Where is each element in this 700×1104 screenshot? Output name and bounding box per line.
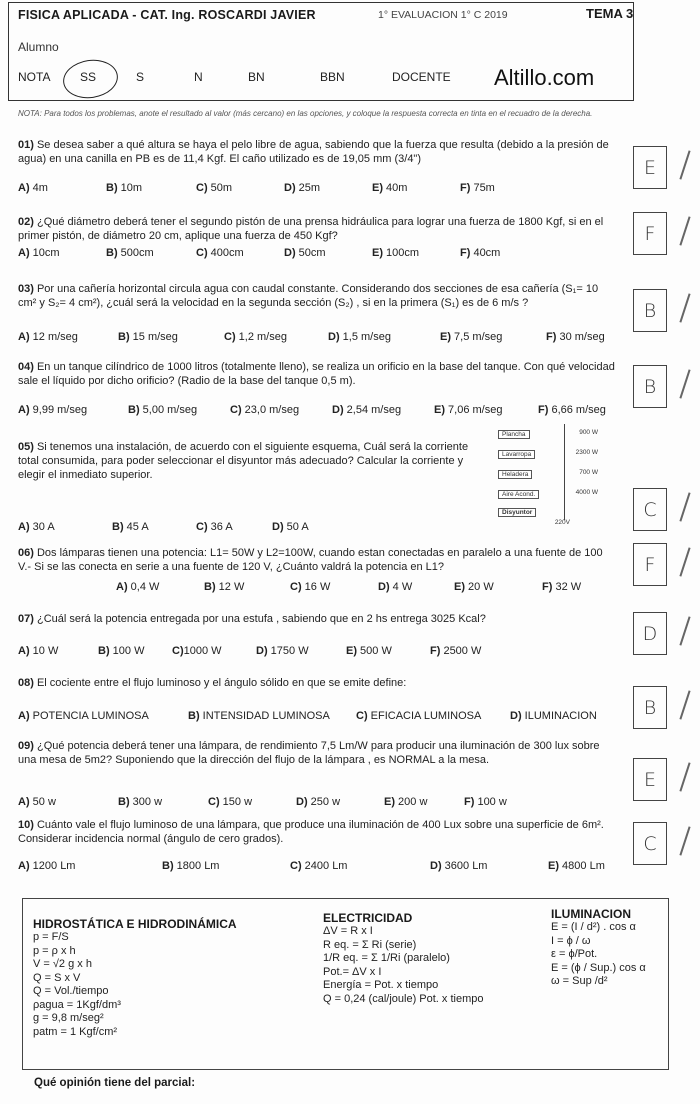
formula-line: patm = 1 Kgf/cm² <box>33 1025 118 1038</box>
question-body: Si tenemos una instalación, de acuerdo con el siguiente esquema, Cuál será la corriente total consumida, para poder seleccionar el disyuntor más adecuado? Calcular la corriente y elegir el inmediato superior. <box>18 441 469 481</box>
exam-tema: TEMA 3 <box>586 6 634 21</box>
student-field-label: Alumno <box>18 40 59 54</box>
grade-s: S <box>136 70 145 84</box>
answer-box[interactable]: C <box>633 822 667 865</box>
answer-option[interactable]: B) 100 W <box>98 645 145 657</box>
answer-box[interactable]: F <box>633 543 667 586</box>
circuit-item <box>494 428 600 442</box>
answer-option[interactable]: D) 4 W <box>378 581 413 593</box>
answer-option[interactable]: D) 25m <box>284 182 321 194</box>
answer-option[interactable]: F) 6,66 m/seg <box>538 404 606 416</box>
formula-line: ρagua = 1Kgf/dm³ <box>33 998 121 1011</box>
answer-box[interactable]: B <box>633 686 667 729</box>
answer-option[interactable]: B) 300 w <box>118 796 163 808</box>
formula-sheet <box>22 898 669 1070</box>
check-mark <box>679 492 690 521</box>
answer-option[interactable]: B) 45 A <box>112 521 149 533</box>
check-mark <box>679 547 690 576</box>
grade-bbn: BBN <box>320 70 345 84</box>
formula-line: p = ρ x h <box>33 944 76 957</box>
question-body: Dos lámparas tienen una potencia: L1= 50W y L2=100W, cuando estan conectadas en paralelo a una fuente de 100 V.- Si se las conecta en serie a una fuente de 120 V, ¿Cuánto valdrá la potencia en L1? <box>18 547 603 573</box>
formula-line: ΔV = R x I <box>323 925 373 937</box>
question-body: ¿Qué diámetro deberá tener el segundo pistón de una prensa hidráulica para lograr una fuerza de 1800 Kgf, si en el primer pistón, de diámetro 20 cm, aplique una fuerza de 450 Kgf? <box>18 216 604 242</box>
hidro-section <box>33 917 237 1039</box>
instructions-note: NOTA: Para todos los problemas, anote el resultado al valor (más cercano) en las opciones, y coloque la respuesta correcta en tinta en el recuadro de la derecha. <box>18 109 593 118</box>
answer-option[interactable]: C) 400cm <box>196 247 244 259</box>
answer-option[interactable]: A) 12 m/seg <box>18 331 78 343</box>
formula-line: E = (ϕ / Sup.) cos α <box>551 961 646 974</box>
check-mark <box>679 690 690 719</box>
watermark: Altillo.com <box>494 65 595 90</box>
answer-option[interactable]: E) 200 w <box>384 796 428 808</box>
question-number: 01) <box>18 139 37 151</box>
elec-section <box>323 911 484 1006</box>
question-number: 08) <box>18 677 37 689</box>
question-text <box>18 360 618 388</box>
answer-box[interactable]: D <box>633 612 667 655</box>
answer-option[interactable]: A) 30 A <box>18 521 55 533</box>
circuit-item <box>494 468 600 482</box>
elec-formulas <box>323 925 484 1006</box>
answer-option[interactable]: A) 50 w <box>18 796 56 808</box>
question-body: Por una cañería horizontal circula agua con caudal constante. Considerando dos secciones de esa cañería (S₁= 10 cm² y S₂= 4 cm²), ¿cuál será la velocidad en la segunda sección (S₂) , si en la primera (S₁) es de 6 m/s ? <box>18 283 599 309</box>
answer-option[interactable]: B) 15 m/seg <box>118 331 178 343</box>
question-body: ¿Qué potencia deberá tener una lámpara, de rendimiento 7,5 Lm/W para producir una iluminación de 300 lux sobre una mesa de 5m2? Suponiendo que la dirección del flujo de la lámpara , es NORMAL a la mesa. <box>18 740 600 766</box>
check-mark <box>679 150 690 179</box>
answer-option[interactable]: B) 10m <box>106 182 143 194</box>
voltage-label: 220V <box>554 519 570 526</box>
check-mark <box>679 762 690 791</box>
question-text <box>18 138 618 166</box>
answer-option[interactable]: A) 10cm <box>18 247 60 259</box>
nota-label: NOTA <box>18 70 51 84</box>
exam-evaluation: 1° EVALUACION 1° C 2019 <box>378 9 508 21</box>
answer-option[interactable]: A) 10 W <box>18 645 59 657</box>
answer-box[interactable]: B <box>633 365 667 408</box>
grade-n: N <box>194 70 203 84</box>
exam-title: FISICA APLICADA - CAT. Ing. ROSCARDI JAVIER <box>18 8 316 22</box>
grade-bn: BN <box>248 70 265 84</box>
question-text <box>18 612 618 626</box>
answer-box[interactable]: F <box>633 212 667 255</box>
answer-option[interactable]: C) 23,0 m/seg <box>230 404 300 416</box>
answer-box[interactable]: E <box>633 758 667 801</box>
question-text <box>18 440 488 482</box>
answer-option[interactable]: D) 1,5 m/seg <box>328 331 391 343</box>
disyuntor-label: Disyuntor <box>498 508 536 517</box>
formula-line: ε = ϕ/Pot. <box>551 948 598 960</box>
ilum-section <box>551 907 646 989</box>
question-text <box>18 546 618 574</box>
circuit-item-label: Lavarropa <box>498 450 535 459</box>
answer-option[interactable]: B) INTENSIDAD LUMINOSA <box>188 710 330 722</box>
answer-box[interactable]: C <box>633 488 667 531</box>
formula-line: g = 9,8 m/seg² <box>33 1012 104 1024</box>
formula-line: Energía = Pot. x tiempo <box>323 979 439 991</box>
answer-option[interactable]: C) 2400 Lm <box>290 860 348 872</box>
question-text <box>18 282 618 310</box>
question-text <box>18 818 618 846</box>
answer-option[interactable]: C)1000 W <box>172 645 222 657</box>
answer-option[interactable]: E) 500 W <box>346 645 392 657</box>
circuit-item-label: Aire Acond. <box>498 490 539 499</box>
formula-line: ω = Sup /d² <box>551 975 608 987</box>
formula-line: 1/R eq. = Σ 1/Ri (paralelo) <box>323 952 450 964</box>
circuit-item-value: 4000 W <box>575 489 598 496</box>
answer-option[interactable]: E) 20 W <box>454 581 494 593</box>
check-mark <box>679 826 690 855</box>
circuit-diagram <box>494 424 600 528</box>
question-number: 10) <box>18 819 37 831</box>
formula-line: I = ϕ / ω <box>551 934 591 947</box>
answer-option[interactable]: A) 1200 Lm <box>18 860 76 872</box>
question-body: Cuánto vale el flujo luminoso de una lámpara, que produce una iluminación de 400 Lux sobre una superficie de 6m². Considerar incidencia normal (ángulo de cero grados). <box>18 819 604 845</box>
answer-option[interactable]: F) 32 W <box>542 581 582 593</box>
answer-option[interactable]: D) ILUMINACION <box>510 710 597 722</box>
circuit-voltage <box>494 518 600 532</box>
formula-line: Q = 0,24 (cal/joule) Pot. x tiempo <box>323 992 484 1005</box>
formula-line: p = F/S <box>33 931 69 943</box>
question-body: En un tanque cilíndrico de 1000 litros (totalmente lleno), se realiza un orificio en la base del tanque. Con qué velocidad sale el líquido por dicho orificio? (Radio de la base del tanque 0,5 m). <box>18 361 615 387</box>
answer-option[interactable]: E) 7,06 m/seg <box>434 404 503 416</box>
check-mark <box>679 216 690 245</box>
answer-option[interactable]: D) 1750 W <box>256 645 309 657</box>
answer-option[interactable]: F) 40cm <box>460 247 501 259</box>
check-mark <box>679 293 690 322</box>
formula-line: E = (I / d²) . cos α <box>551 921 636 933</box>
answer-option[interactable]: B) 5,00 m/seg <box>128 404 198 416</box>
circuit-item <box>494 488 600 502</box>
answer-option[interactable]: B) 1800 Lm <box>162 860 220 872</box>
question-text <box>18 739 618 767</box>
answer-option[interactable]: F) 75m <box>460 182 495 194</box>
question-text <box>18 676 618 690</box>
hidro-formulas <box>33 931 237 1039</box>
question-text <box>18 215 618 243</box>
question-body: El cociente entre el flujo luminoso y el ángulo sólido en que se emite define: <box>36 677 407 689</box>
circuit-item <box>494 448 600 462</box>
answer-option[interactable]: D) 50 A <box>272 521 309 533</box>
check-mark <box>679 616 690 645</box>
answer-option[interactable]: E) 40m <box>372 182 408 194</box>
answer-option[interactable]: F) 100 w <box>464 796 507 808</box>
circuit-item-value: 700 W <box>579 469 598 476</box>
answer-option[interactable]: E) 100cm <box>372 247 420 259</box>
check-mark <box>679 369 690 398</box>
answer-option[interactable]: D) 250 w <box>296 796 341 808</box>
formula-line: V = √2 g x h <box>33 958 92 970</box>
question-number: 04) <box>18 361 37 373</box>
question-number: 02) <box>18 216 37 228</box>
circuit-item-value: 2300 W <box>575 449 598 456</box>
answer-option[interactable]: B) 12 W <box>204 581 245 593</box>
answer-box[interactable]: B <box>633 289 667 332</box>
answer-option[interactable]: A) 4m <box>18 182 48 194</box>
answer-option[interactable]: E) 7,5 m/seg <box>440 331 503 343</box>
question-number: 05) <box>18 441 37 453</box>
docente-label: DOCENTE <box>392 70 451 84</box>
formula-line: Q = S x V <box>33 971 81 984</box>
circuit-item-label: Heladera <box>498 470 532 479</box>
answer-option[interactable]: D) 3600 Lm <box>430 860 488 872</box>
answer-option[interactable]: A) 0,4 W <box>116 581 160 593</box>
answer-option[interactable]: C) 150 w <box>208 796 253 808</box>
question-number: 07) <box>18 613 37 625</box>
answer-option[interactable]: C) 16 W <box>290 581 331 593</box>
answer-option[interactable]: B) 500cm <box>106 247 154 259</box>
formula-line: Pot.= ΔV x I <box>323 965 382 978</box>
answer-option[interactable]: A) POTENCIA LUMINOSA <box>18 710 149 722</box>
answer-option[interactable]: F) 2500 W <box>430 645 482 657</box>
question-number: 03) <box>18 283 37 295</box>
question-body: Se desea saber a qué altura se haya el pelo libre de agua, sabiendo que la fuerza que resulta (debido a la presión de agua) en una canilla en PB es de 11,4 Kgf. El caño utilizado es de 19,05 mm (3/4") <box>18 139 609 165</box>
formula-line: R eq. = Σ Ri (serie) <box>323 938 417 951</box>
question-body: ¿Cuál será la potencia entregada por una estufa , sabiendo que en 2 hs entrega 3025 Kcal? <box>36 613 486 625</box>
answer-option[interactable]: C) EFICACIA LUMINOSA <box>356 710 482 722</box>
answer-option[interactable]: C) 1,2 m/seg <box>224 331 287 343</box>
circuit-item-value: 900 W <box>579 429 598 436</box>
formula-line: Q = Vol./tiempo <box>33 985 109 997</box>
answer-option[interactable]: A) 9,99 m/seg <box>18 404 88 416</box>
answer-option[interactable]: F) 30 m/seg <box>546 331 605 343</box>
circuit-item-label: Plancha <box>498 430 530 439</box>
ilum-formulas <box>551 921 646 989</box>
elec-title: ELECTRICIDAD <box>323 911 413 925</box>
opinion-prompt: Qué opinión tiene del parcial: <box>34 1077 196 1089</box>
hidro-title: HIDROSTÁTICA E HIDRODINÁMICA <box>33 917 237 931</box>
answer-option[interactable]: C) 50m <box>196 182 233 194</box>
answer-option[interactable]: D) 2,54 m/seg <box>332 404 402 416</box>
answer-box[interactable]: E <box>633 146 667 189</box>
ilum-title: ILUMINACION <box>551 907 631 921</box>
question-number: 06) <box>18 547 37 559</box>
grade-ss: SS <box>80 70 97 84</box>
question-number: 09) <box>18 740 37 752</box>
answer-option[interactable]: D) 50cm <box>284 247 326 259</box>
answer-option[interactable]: C) 36 A <box>196 521 233 533</box>
answer-option[interactable]: E) 4800 Lm <box>548 860 605 872</box>
